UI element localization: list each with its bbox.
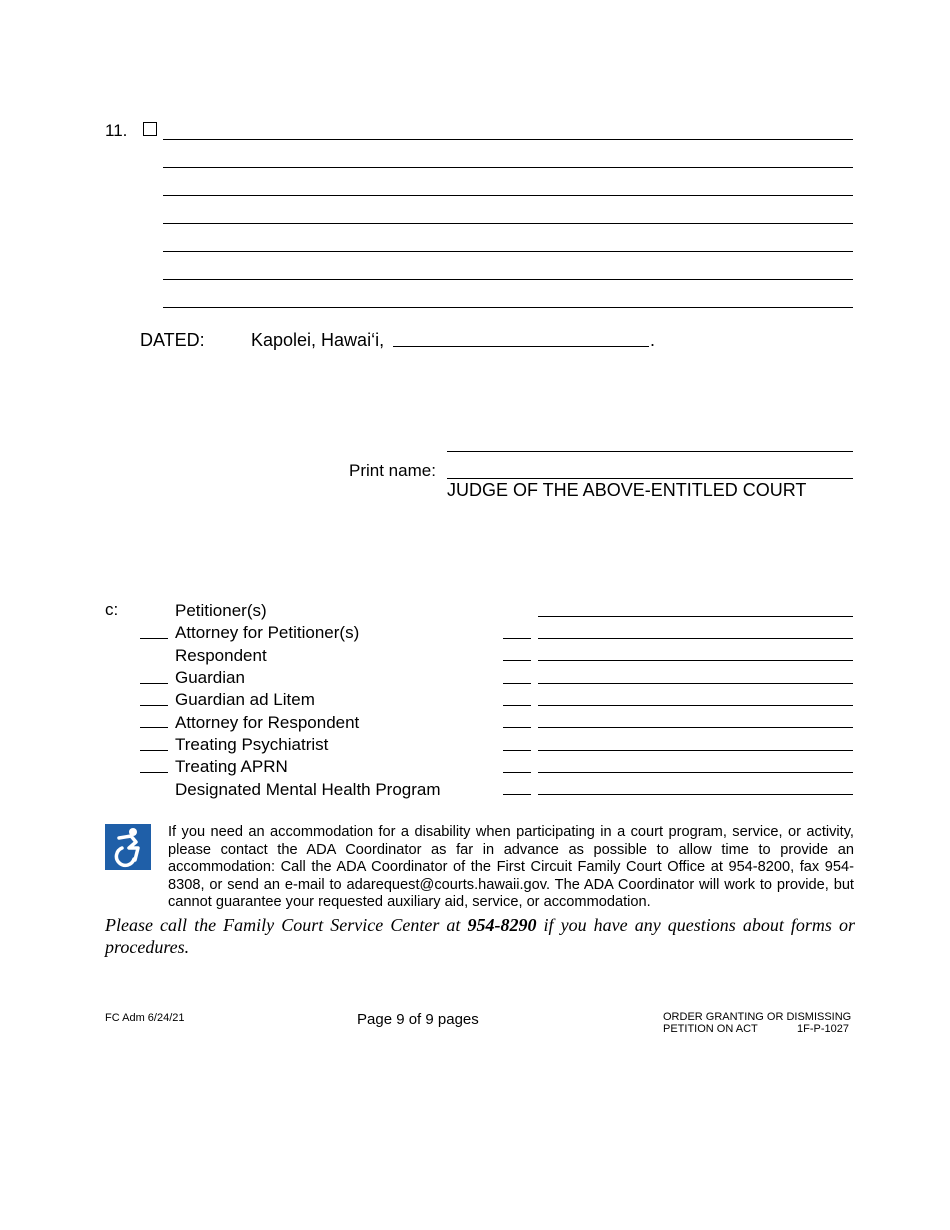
footer-page-number: Page 9 of 9 pages — [357, 1011, 479, 1028]
recipient-detail-line[interactable] — [538, 705, 853, 706]
delivery-check-line[interactable] — [503, 750, 531, 751]
dated-label: DATED: — [140, 330, 205, 350]
delivery-check-line[interactable] — [503, 660, 531, 661]
service-center-text-after: if you have any questions about forms or procedures. — [105, 915, 855, 957]
cc-recipient-label: Treating Psychiatrist — [175, 735, 329, 754]
check-line[interactable] — [140, 772, 168, 773]
item-11-checkbox[interactable] — [143, 122, 157, 136]
print-name-label: Print name: — [349, 461, 436, 480]
delivery-check-line[interactable] — [503, 772, 531, 773]
judge-signature-line[interactable] — [447, 451, 853, 452]
recipient-detail-line[interactable] — [538, 683, 853, 684]
delivery-check-line[interactable] — [503, 794, 531, 795]
recipient-detail-line[interactable] — [538, 616, 853, 617]
recipient-detail-line[interactable] — [538, 750, 853, 751]
text-line[interactable] — [163, 195, 853, 196]
delivery-check-line[interactable] — [503, 638, 531, 639]
recipient-detail-line[interactable] — [538, 660, 853, 661]
delivery-check-line[interactable] — [503, 705, 531, 706]
delivery-check-line[interactable] — [503, 727, 531, 728]
dated-period: . — [650, 330, 656, 350]
cc-recipient-label: Guardian ad Litem — [175, 690, 315, 709]
text-line[interactable] — [163, 223, 853, 224]
delivery-check-line[interactable] — [503, 683, 531, 684]
cc-label: c: — [105, 600, 119, 619]
service-center-text-before: Please call the Family Court Service Center at — [105, 915, 468, 935]
footer-form-number: 1F-P-1027 — [797, 1023, 849, 1035]
cc-recipient-label: Respondent — [175, 646, 267, 665]
text-line[interactable] — [163, 251, 853, 252]
recipient-detail-line[interactable] — [538, 727, 853, 728]
text-line[interactable] — [163, 279, 853, 280]
recipient-detail-line[interactable] — [538, 794, 853, 795]
check-line[interactable] — [140, 638, 168, 639]
check-line[interactable] — [140, 727, 168, 728]
service-center-phone: 954-8290 — [467, 915, 537, 935]
check-line[interactable] — [140, 750, 168, 751]
date-field[interactable] — [393, 346, 649, 347]
cc-recipient-label: Attorney for Petitioner(s) — [175, 623, 360, 642]
cc-recipient-label: Petitioner(s) — [175, 601, 267, 620]
accessibility-icon-graphic — [105, 824, 151, 870]
footer-form-id: FC Adm 6/24/21 — [105, 1012, 185, 1024]
check-line[interactable] — [140, 683, 168, 684]
item-number: 11. — [105, 121, 128, 140]
text-line[interactable] — [163, 139, 853, 140]
footer-title-line2: PETITION ON ACT — [663, 1023, 758, 1035]
judge-label: JUDGE OF THE ABOVE-ENTITLED COURT — [447, 480, 807, 500]
ada-notice-text: If you need an accommodation for a disability when participating in a court program, service, or activity, please contact the ADA Coordinator as far in advance as possible to allow time to provide an accommodation: Call the ADA Coordinator of the First Circuit Family Court Office at 954-8200, fax 954-8308, or send an e-mail to adarequest@courts.hawaii.gov. The ADA Coordinator will work to provide, but cannot guarantee your requested auxiliary aid, service, or accommodation. — [168, 824, 854, 911]
cc-recipient-label: Attorney for Respondent — [175, 713, 360, 732]
text-line[interactable] — [163, 307, 853, 308]
cc-recipient-label: Guardian — [175, 668, 245, 687]
recipient-detail-line[interactable] — [538, 638, 853, 639]
cc-recipient-label: Treating APRN — [175, 757, 288, 776]
text-line[interactable] — [163, 167, 853, 168]
dated-place: Kapolei, Hawai‘i, — [251, 330, 385, 350]
check-line[interactable] — [140, 705, 168, 706]
recipient-detail-line[interactable] — [538, 772, 853, 773]
service-center-note — [105, 914, 855, 958]
accessibility-icon — [105, 824, 151, 870]
cc-recipient-label: Designated Mental Health Program — [175, 780, 441, 799]
footer-title-line1: ORDER GRANTING OR DISMISSING — [663, 1011, 852, 1023]
